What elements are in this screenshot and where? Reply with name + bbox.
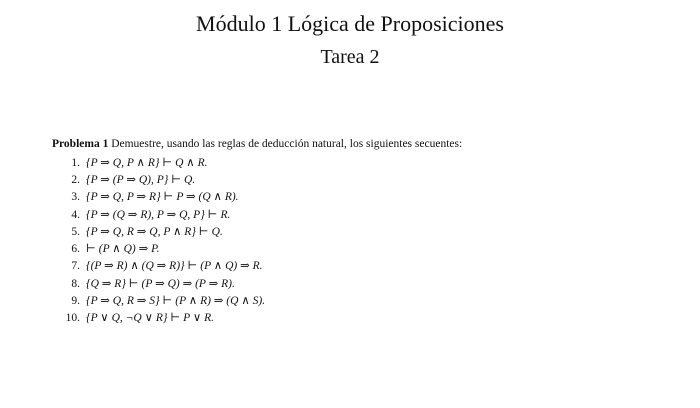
list-item (52, 171, 672, 188)
item-number: 8. (71, 277, 80, 290)
item-number: 10. (65, 312, 80, 325)
item-number: 1. (71, 156, 80, 169)
item-formula: {P ⇒ (Q ⇒ R), P ⇒ Q, P} ⊢ R. (86, 208, 231, 221)
item-number: 2. (71, 173, 80, 186)
problem-label: Problema 1 (52, 138, 109, 150)
problem-header (52, 136, 672, 152)
list-item (52, 189, 672, 206)
list-item (52, 258, 672, 275)
item-number: 5. (71, 225, 80, 238)
item-number: 6. (71, 243, 80, 256)
item-number: 9. (71, 295, 80, 308)
list-item (52, 223, 672, 240)
item-formula: {P ⇒ Q, P ∧ R} ⊢ Q ∧ R. (86, 156, 208, 169)
document-title: Módulo 1 Lógica de Proposiciones (196, 11, 504, 36)
item-formula: {P ⇒ Q, P ⇒ R} ⊢ P ⇒ (Q ∧ R). (86, 191, 239, 204)
list-item (52, 154, 672, 171)
item-formula: {P ⇒ Q, R ⇒ Q, P ∧ R} ⊢ Q. (86, 225, 223, 238)
item-number: 7. (71, 260, 80, 273)
item-formula: {P ∨ Q, ¬Q ∨ R} ⊢ P ∨ R. (86, 312, 215, 325)
sequent-list (52, 154, 672, 327)
item-formula: {(P ⇒ R) ∧ (Q ⇒ R)} ⊢ (P ∧ Q) ⇒ R. (86, 260, 263, 273)
item-formula: {P ⇒ Q, R ⇒ S} ⊢ (P ∧ R) ⇒ (Q ∧ S). (86, 295, 266, 308)
problem-statement: Demuestre, usando las reglas de deducción natural, los siguientes secuentes: (111, 138, 463, 150)
list-item (52, 240, 672, 257)
list-item (52, 310, 672, 327)
item-number: 3. (71, 191, 80, 204)
document-subtitle: Tarea 2 (320, 46, 380, 68)
item-formula: {P ⇒ (P ⇒ Q), P} ⊢ Q. (86, 173, 196, 186)
item-formula: {Q ⇒ R} ⊢ (P ⇒ Q) ⇒ (P ⇒ R). (86, 277, 235, 290)
item-number: 4. (71, 208, 80, 221)
problem-section (52, 136, 672, 327)
item-formula: ⊢ (P ∧ Q) ⇒ P. (86, 243, 160, 256)
list-item (52, 275, 672, 292)
list-item (52, 206, 672, 223)
list-item (52, 292, 672, 309)
